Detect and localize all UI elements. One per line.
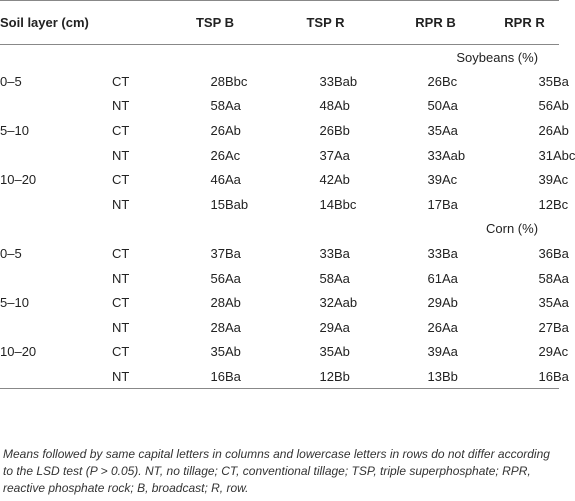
tsp-r-value: 32	[319, 295, 334, 311]
header-row	[0, 1, 559, 45]
tsp-b-letters: Ba	[225, 246, 241, 262]
tillage-cell: CT	[112, 246, 130, 262]
table-row	[0, 315, 559, 340]
tsp-b-letters: Ba	[225, 364, 270, 389]
tsp-r-letters: Ab	[334, 344, 350, 360]
tsp-r-value: 26	[319, 123, 334, 139]
rpr-b-value: 33	[427, 246, 442, 262]
table-row	[0, 290, 559, 315]
table-row	[0, 167, 559, 192]
table-row	[0, 118, 559, 143]
tsp-r-letters: Bab	[334, 73, 358, 89]
tsp-r-value: 14	[319, 196, 334, 212]
rpr-b-letters: Bc	[442, 73, 458, 89]
section-title: Corn (%)	[486, 221, 539, 237]
rpr-b-letters: Aa	[442, 319, 458, 335]
tillage-cell: NT	[112, 364, 160, 389]
tsp-r-value: 12	[270, 364, 334, 389]
rpr-r-letters: Abc	[553, 147, 575, 163]
rpr-b-value: 61	[427, 270, 442, 286]
tillage-cell: NT	[112, 147, 130, 163]
tsp-b-letters: Aa	[225, 270, 241, 286]
rpr-b-value: 39	[427, 172, 442, 188]
rpr-b-letters: Aa	[442, 270, 458, 286]
soil-layer-cell	[0, 266, 112, 291]
rpr-r-letters: Ba	[553, 73, 569, 89]
rpr-b-value: 29	[427, 295, 442, 311]
table-row	[0, 340, 559, 365]
table-row	[0, 364, 559, 389]
rpr-b-value: 26	[427, 319, 442, 335]
rpr-r-value: 29	[538, 344, 554, 360]
tsp-r-value: 29	[319, 319, 334, 335]
rpr-b-letters: Aa	[442, 98, 458, 114]
rpr-r-letters: Aa	[553, 270, 569, 286]
header-tillage	[112, 1, 160, 45]
table-row	[0, 94, 559, 119]
tsp-b-value: 15	[210, 196, 225, 212]
tillage-cell: CT	[112, 295, 130, 311]
tillage-cell: NT	[112, 196, 130, 212]
rpr-r-value: 58	[538, 270, 554, 286]
tsp-b-letters: Bbc	[225, 73, 248, 89]
rpr-r-value: 31	[538, 147, 554, 163]
rpr-r-letters: Ab	[553, 98, 569, 114]
tsp-r-letters: Bb	[334, 364, 381, 389]
soil-layer-cell	[0, 364, 112, 389]
tsp-r-letters: Aa	[334, 270, 350, 286]
soil-layer-cell: 0–5	[0, 73, 22, 89]
tsp-b-value: 37	[210, 246, 225, 262]
rpr-r-letters: Ba	[553, 319, 569, 335]
rpr-b-value: 35	[427, 123, 442, 139]
rpr-b-value: 39	[427, 344, 442, 360]
soil-layer-cell: 10–20	[0, 172, 37, 188]
tsp-b-value: 56	[210, 270, 225, 286]
rpr-b-letters: Ac	[442, 172, 458, 188]
soil-layer-cell: 10–20	[0, 344, 37, 360]
tsp-b-letters: Aa	[225, 319, 241, 335]
tsp-r-letters: Ab	[334, 98, 350, 114]
tillage-cell: CT	[112, 73, 130, 89]
rpr-r-letters: Ab	[553, 123, 569, 139]
tsp-b-letters: Ab	[225, 123, 241, 139]
rpr-r-value: 26	[538, 123, 554, 139]
section-row	[0, 217, 559, 242]
tsp-r-value: 33	[319, 246, 334, 262]
rpr-r-value: 16	[490, 364, 553, 389]
soil-layer-cell: 5–10	[0, 123, 29, 139]
table-row	[0, 69, 559, 94]
header-soil-layer: Soil layer (cm)	[0, 1, 112, 45]
table-row	[0, 192, 559, 217]
table-footnote: Means followed by same capital letters in columns and lowercase letters in rows do not differ according to the LSD test (P > 0.05). NT, no tillage; CT, conventional tillage; TSP, triple superphosphate; RPR, reactive phosphate rock; B, broadcast; R, row.	[3, 447, 550, 495]
header-tsp-b: TSP B	[160, 1, 270, 45]
tsp-r-value: 48	[319, 98, 334, 114]
tsp-r-letters: Aab	[334, 295, 358, 311]
tsp-r-value: 58	[319, 270, 334, 286]
tsp-b-value: 28	[210, 73, 225, 89]
tsp-r-letters: Aa	[334, 319, 350, 335]
tillage-cell: CT	[112, 344, 130, 360]
tsp-b-value: 28	[210, 295, 225, 311]
rpr-r-value: 39	[538, 172, 554, 188]
tsp-b-value: 26	[210, 147, 225, 163]
rpr-b-value: 50	[427, 98, 442, 114]
tsp-b-value: 58	[210, 98, 225, 114]
rpr-r-letters: Ba	[553, 246, 569, 262]
header-tsp-r: TSP R	[270, 1, 381, 45]
soil-layer-cell: 5–10	[0, 295, 29, 311]
rpr-r-letters: Aa	[553, 295, 569, 311]
tsp-r-letters: Ab	[334, 172, 350, 188]
rpr-r-value: 27	[538, 319, 554, 335]
section-row	[0, 45, 559, 70]
rpr-b-letters: Aab	[442, 147, 466, 163]
table-row	[0, 143, 559, 168]
header-rpr-r: RPR R	[490, 1, 559, 45]
tsp-b-value: 26	[210, 123, 225, 139]
tsp-r-value: 42	[319, 172, 334, 188]
tillage-cell: NT	[112, 319, 130, 335]
tsp-b-letters: Bab	[225, 196, 249, 212]
rpr-b-value: 33	[427, 147, 442, 163]
soil-layer-cell	[0, 94, 112, 119]
tsp-b-letters: Aa	[225, 98, 241, 114]
soil-layer-cell	[0, 192, 112, 217]
tsp-r-value: 35	[319, 344, 334, 360]
rpr-b-letters: Aa	[442, 123, 458, 139]
tsp-b-letters: Ac	[225, 147, 241, 163]
section-title: Soybeans (%)	[456, 49, 539, 65]
soil-layer-cell	[0, 315, 112, 340]
tsp-b-value: 35	[210, 344, 225, 360]
rpr-r-letters: Ac	[553, 172, 569, 188]
rpr-r-value: 35	[538, 295, 554, 311]
header-rpr-b: RPR B	[381, 1, 490, 45]
tsp-b-letters: Ab	[225, 295, 241, 311]
tsp-r-value: 37	[319, 147, 334, 163]
tillage-cell: NT	[112, 98, 130, 114]
tsp-r-letters: Aa	[334, 147, 350, 163]
rpr-r-value: 35	[538, 73, 554, 89]
tsp-b-value: 46	[210, 172, 225, 188]
rpr-r-letters: Bc	[553, 196, 569, 212]
table-body	[0, 45, 575, 389]
tsp-b-letters: Ab	[225, 344, 241, 360]
soil-layer-cell: 0–5	[0, 246, 22, 262]
tsp-r-letters: Bbc	[334, 196, 357, 212]
table-row	[0, 266, 559, 291]
table-row	[0, 241, 559, 266]
rpr-b-value: 17	[427, 196, 442, 212]
rpr-b-letters: Ab	[442, 295, 458, 311]
rpr-b-letters: Aa	[442, 344, 458, 360]
tsp-r-letters: Bb	[334, 123, 350, 139]
rpr-b-value: 26	[427, 73, 442, 89]
rpr-r-value: 12	[538, 196, 554, 212]
tsp-b-value: 16	[160, 364, 225, 389]
tsp-r-letters: Ba	[334, 246, 350, 262]
rpr-r-value: 56	[538, 98, 554, 114]
tsp-b-letters: Aa	[225, 172, 241, 188]
tillage-cell: NT	[112, 270, 130, 286]
tsp-b-value: 28	[210, 319, 225, 335]
tillage-cell: CT	[112, 172, 130, 188]
rpr-b-letters: Ba	[442, 246, 458, 262]
rpr-r-value: 36	[538, 246, 554, 262]
rpr-b-letters: Ba	[442, 196, 458, 212]
rpr-r-letters: Ac	[553, 344, 569, 360]
rpr-b-letters: Bb	[442, 364, 490, 389]
rpr-r-letters: Ba	[553, 364, 559, 389]
tillage-cell: CT	[112, 123, 130, 139]
soil-layer-cell	[0, 143, 112, 168]
rpr-b-value: 13	[381, 364, 442, 389]
tsp-r-value: 33	[319, 73, 334, 89]
